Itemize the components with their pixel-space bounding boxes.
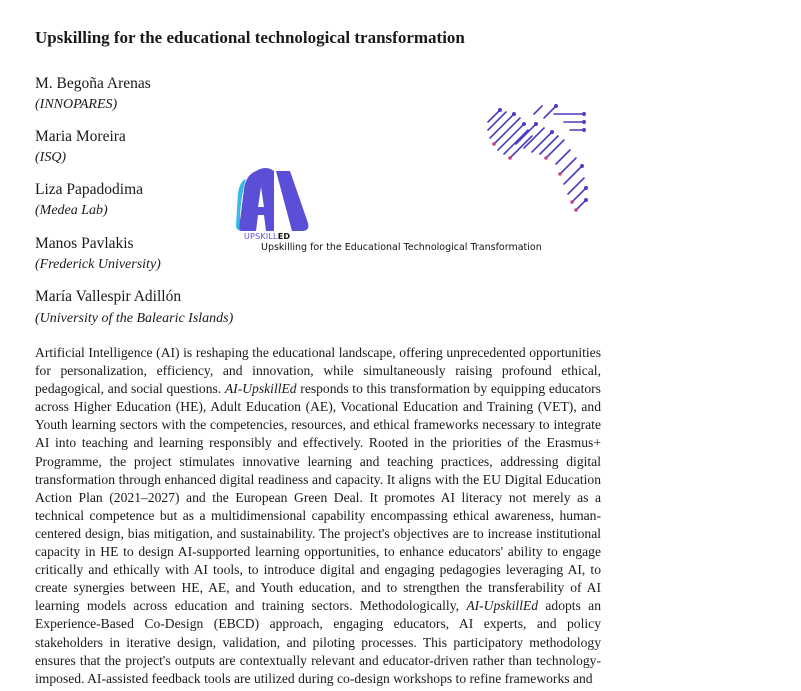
paper-title: Upskilling for the educational technological transformation bbox=[35, 28, 465, 47]
project-name: AI-UpskillEd bbox=[224, 381, 297, 397]
abstract bbox=[35, 344, 601, 688]
abstract-paragraph bbox=[35, 344, 601, 688]
author-affiliation: (ISQ) bbox=[35, 150, 67, 165]
author-affiliation: (University of the Balearic Islands) bbox=[35, 311, 234, 326]
brand-suffix: ED bbox=[277, 232, 291, 241]
author-name: Maria Moreira bbox=[35, 128, 126, 145]
circuit-pattern-icon bbox=[484, 104, 590, 216]
abstract-text: adopts an Experience-Based Co-Design (EBCD) approach, engaging educators, AI experts, and policy stakeholders in iterative design, validation, and piloting processes. This participatory methodology ensures that the project's outputs are contextually relevant and educator-driven rather than technology-imposed. AI-assisted feedback tools are utilized during co-design workshops to refine frameworks and bbox=[35, 598, 602, 686]
author-affiliation: (INNOPARES) bbox=[35, 97, 118, 112]
abstract-text: Artificial Intelligence (AI) is reshaping the educational landscape, offering unprecedented opportunities for personalization, efficiency, and innovation, while simultaneously raising profound ethical, pedagogical, and social questions. bbox=[35, 345, 601, 397]
logo-brand-text bbox=[244, 232, 290, 241]
project-name: AI-UpskillEd bbox=[466, 598, 539, 614]
logo-a-shape bbox=[239, 168, 274, 231]
author-name: M. Begoña Arenas bbox=[35, 75, 151, 92]
brand-prefix: UPSKILL bbox=[244, 232, 278, 241]
author-name: Liza Papadodima bbox=[35, 181, 144, 198]
author-affiliation: (Frederick University) bbox=[35, 257, 161, 272]
author-name: Manos Pavlakis bbox=[35, 235, 134, 252]
author-name: María Vallespir Adillón bbox=[35, 288, 182, 305]
author-affiliation: (Medea Lab) bbox=[35, 203, 108, 218]
logo-tagline: Upskilling for the Educational Technological Transformation bbox=[261, 242, 542, 253]
logo-i-shape bbox=[276, 171, 308, 231]
abstract-text: responds to this transformation by equipping educators across Higher Education (HE), Adult Education (AE), Vocational Education and Training (VET), and Youth learning sectors with the competencies, resources, and ethical frameworks necessary to integrate AI into teaching and learning responsibly and effectively. Rooted in the priorities of the Erasmus+ Programme, the project stimulates innovative learning and teaching practices, addressing digital transformation through enhanced digital readiness and capacity. It aligns with the EU Digital Education Action Plan (2021–2027) and the European Green Deal. It promotes AI literacy not merely as a technical competence but as a multidimensional capability encompassing ethical awareness, human-centered design, bias mitigation, and sustainability. The project's objectives are to increase institutional capacity in HE to design AI-supported learning opportunities, to enhance educators' ability to engage critically and ethically with AI tools, to introduce digital and engaging pedagogies leveraging AI, to create synergies between HE, AE, and Youth education, and to strengthen the transferability of AI learning models across education and training sectors. Methodologically, bbox=[35, 381, 601, 614]
